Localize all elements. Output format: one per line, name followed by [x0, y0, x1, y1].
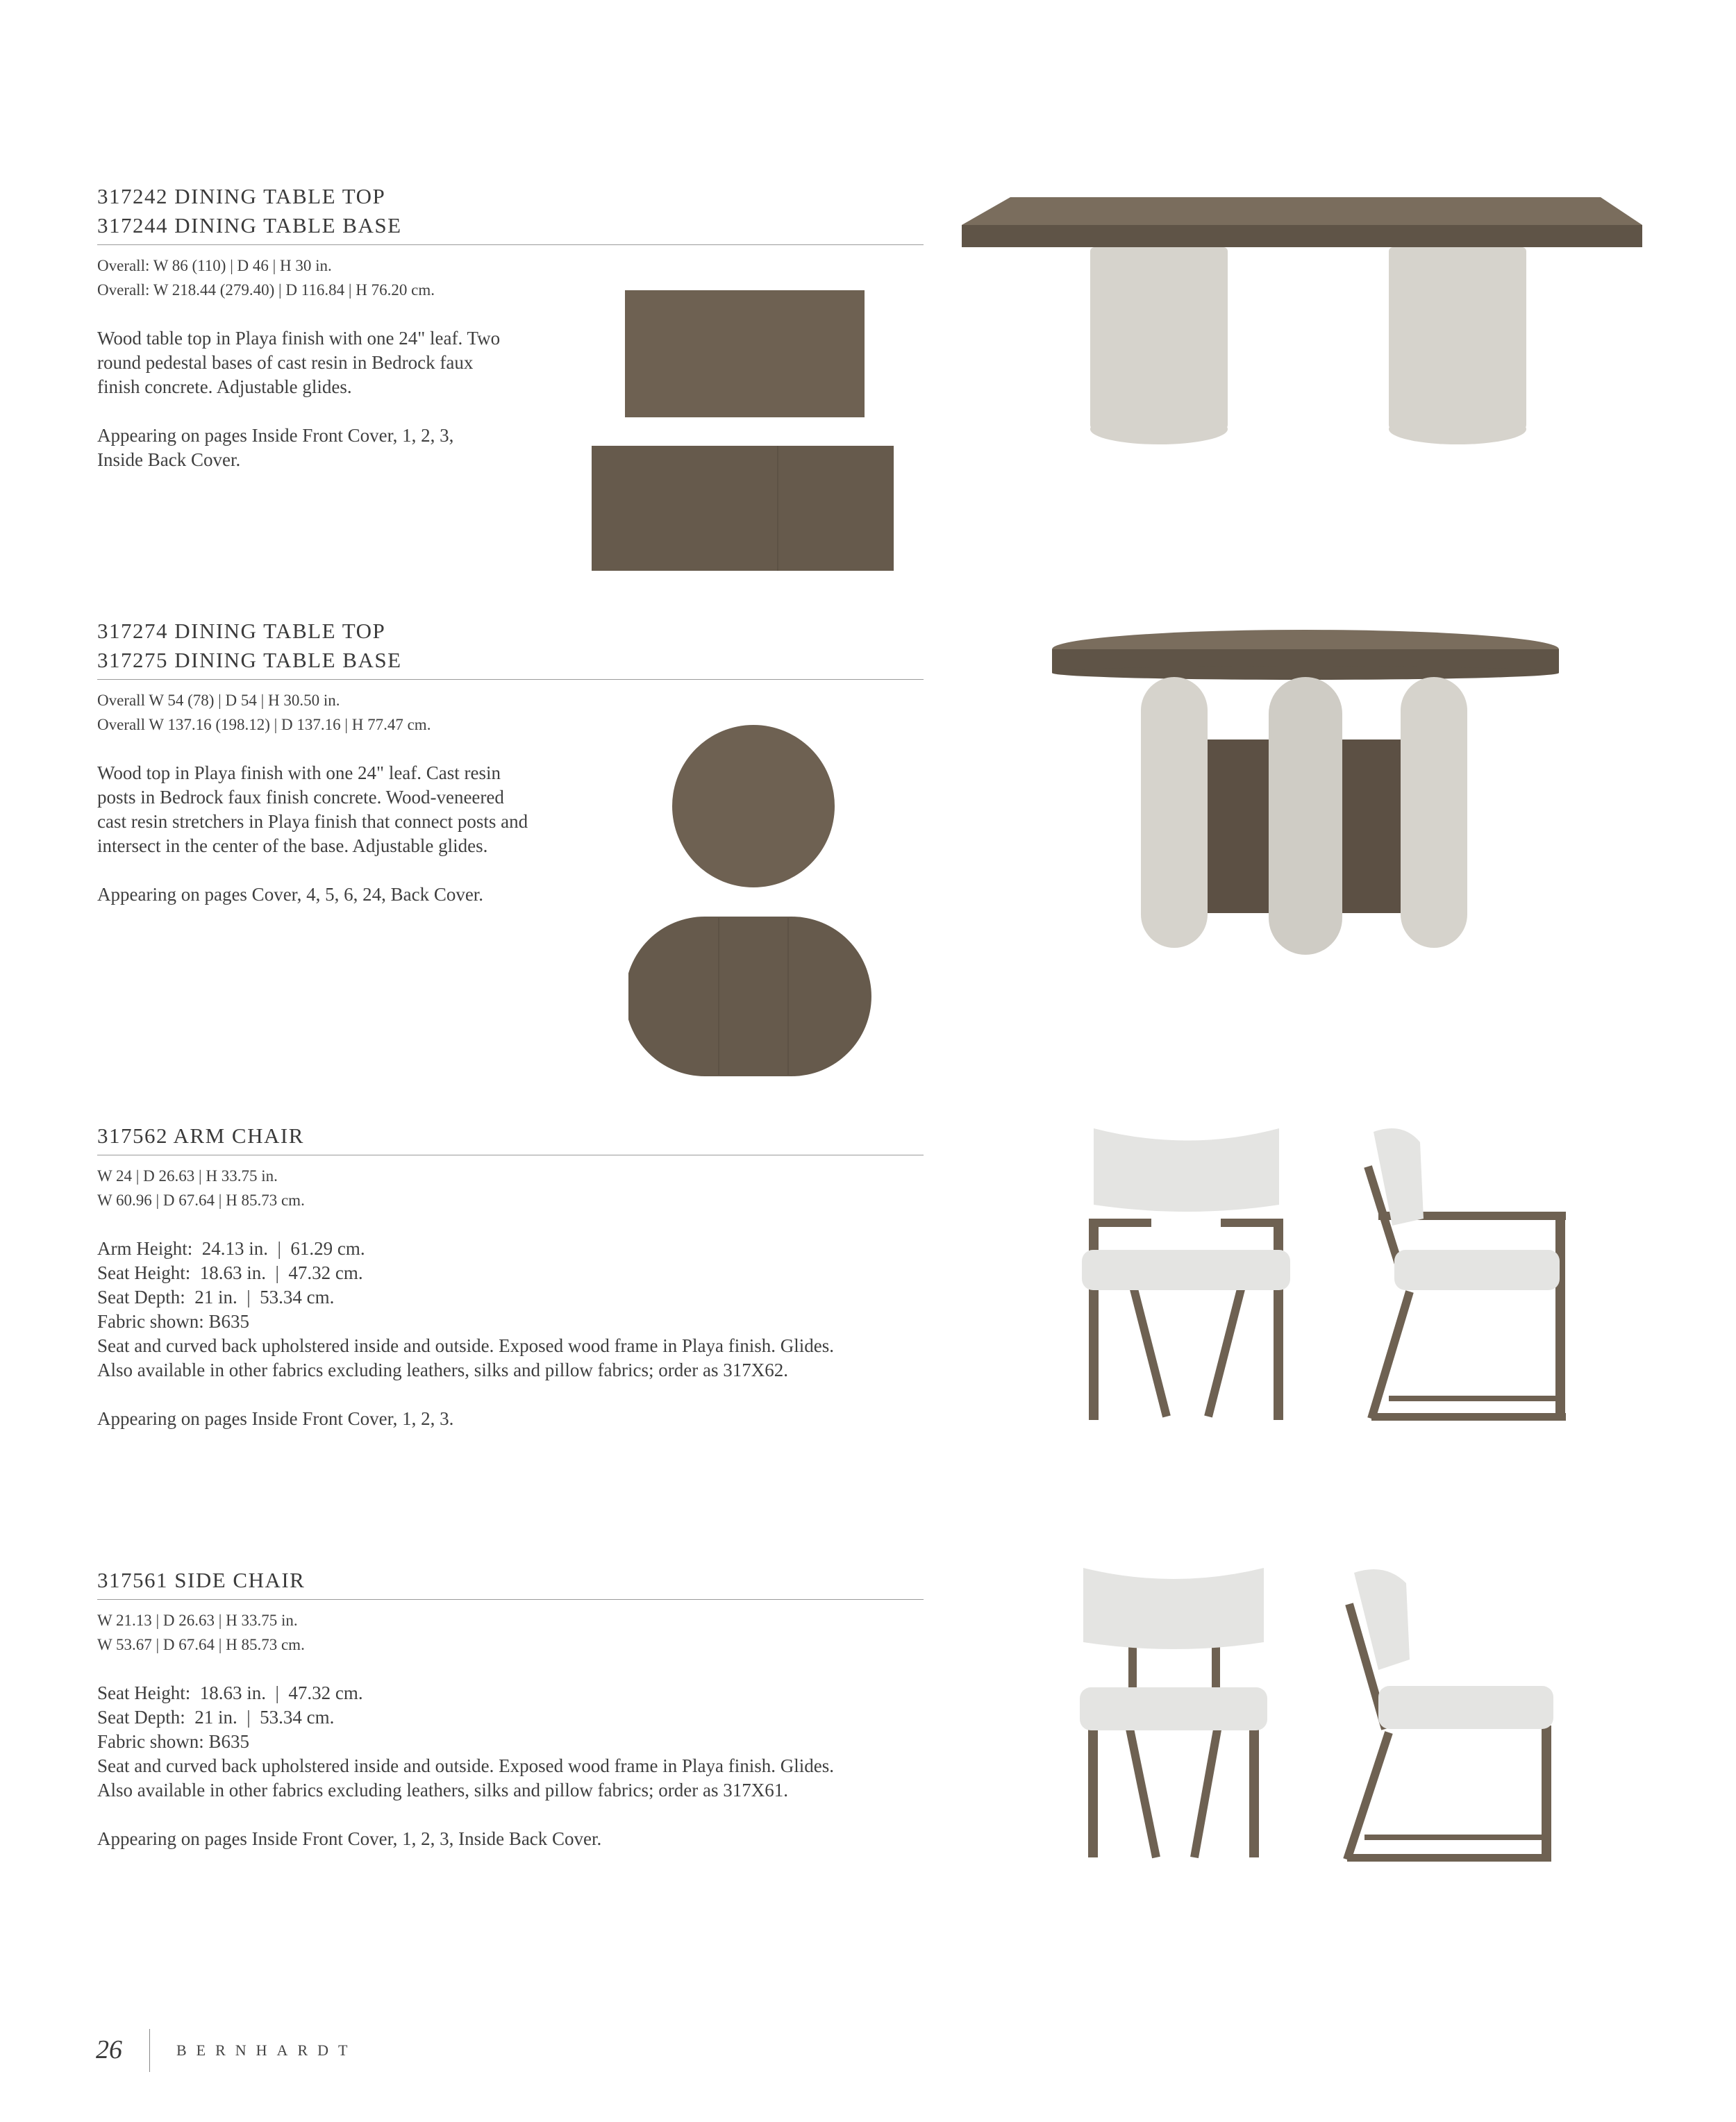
dimensions: [97, 1164, 924, 1212]
chair-back-cushion: [1094, 1128, 1279, 1212]
dimensions-cm: W 53.67 | D 67.64 | H 85.73 cm.: [97, 1636, 305, 1653]
chair-leg: [1555, 1212, 1565, 1420]
dimensions-in: Overall: W 86 (110) | D 46 | H 30 in.: [97, 257, 332, 274]
chair-runner: [1132, 1281, 1167, 1417]
appearing-line: Inside Back Cover.: [97, 449, 241, 470]
title-line: 317242 DINING TABLE TOP: [97, 184, 386, 208]
chair-stretcher: [1364, 1835, 1546, 1840]
description-line: Wood table top in Playa finish with one 24" leaf. Two: [97, 328, 501, 349]
post-left: [1141, 677, 1208, 948]
description-line: Seat Height: 18.63 in. | 47.32 cm.: [97, 1262, 363, 1283]
product-section-317562: [97, 1121, 924, 1431]
dimensions-in: W 21.13 | D 26.63 | H 33.75 in.: [97, 1612, 298, 1629]
table-top-plan-views: [583, 285, 917, 576]
side-chair-images: [1073, 1562, 1559, 1868]
side-chair-side-view: [1347, 1569, 1553, 1862]
description-line: Also available in other fabrics excluding leathers, silks and pillow fabrics; order as 317X61.: [97, 1780, 788, 1801]
description: [97, 1681, 924, 1803]
appearing-pages: [97, 1407, 924, 1431]
round-top-extended-plan: [628, 917, 871, 1076]
dimensions: [97, 1608, 924, 1657]
page-number: 26: [96, 2035, 122, 2064]
description: [97, 1237, 924, 1382]
chair-leg: [1089, 1219, 1099, 1420]
product-title: [97, 1121, 924, 1151]
description-line: round pedestal bases of cast resin in Bedrock faux: [97, 352, 474, 373]
dimensions-in: Overall W 54 (78) | D 54 | H 30.50 in.: [97, 692, 340, 709]
arm-chair-images: [1062, 1121, 1590, 1427]
product-title: [97, 1566, 924, 1595]
chair-seat-cushion: [1082, 1250, 1290, 1290]
brand-wordmark: BERNHARDT: [176, 2041, 358, 2059]
round-dining-table-image: [1052, 628, 1559, 955]
description-line: posts in Bedrock faux finish concrete. Wood-veneered: [97, 787, 504, 808]
dimensions-cm: Overall: W 218.44 (279.40) | D 116.84 | H 76.20 cm.: [97, 281, 435, 299]
chair-back-cushion: [1083, 1568, 1264, 1649]
divider: [97, 1599, 924, 1600]
footer-divider: [149, 2029, 150, 2072]
chair-runner: [1347, 1732, 1389, 1860]
chair-seat-cushion: [1080, 1687, 1267, 1730]
description-line: Also available in other fabrics excluding leathers, silks and pillow fabrics; order as 317X62.: [97, 1360, 788, 1380]
chair-leg: [1249, 1729, 1259, 1857]
description-line: Seat Depth: 21 in. | 53.34 cm.: [97, 1287, 335, 1308]
chair-runner-base: [1347, 1854, 1551, 1862]
chair-seat-cushion: [1378, 1686, 1553, 1729]
appearing-line: Appearing on pages Inside Front Cover, 1, 2, 3, Inside Back Cover.: [97, 1828, 602, 1849]
tabletop-edge: [962, 225, 1642, 247]
description-line: Seat and curved back upholstered inside and outside. Exposed wood frame in Playa finish. Glides.: [97, 1755, 835, 1776]
round-top-plan: [672, 725, 835, 887]
description-line: cast resin stretchers in Playa finish that connect posts and: [97, 811, 528, 832]
chair-arm: [1089, 1219, 1151, 1227]
product-section-317561: [97, 1566, 924, 1851]
description-line: intersect in the center of the base. Adjustable glides.: [97, 835, 488, 856]
chair-runner: [1194, 1722, 1219, 1857]
dimensions-cm: W 60.96 | D 67.64 | H 85.73 cm.: [97, 1192, 305, 1209]
dimensions-cm: Overall W 137.16 (198.12) | D 137.16 | H 77.47 cm.: [97, 716, 431, 733]
table-top-plan: [625, 290, 865, 417]
chair-runner-base: [1371, 1413, 1566, 1421]
pedestal-right-base: [1389, 414, 1526, 444]
post-center: [1269, 677, 1342, 955]
side-chair-front-view: [1080, 1568, 1267, 1857]
post-right: [1401, 677, 1467, 948]
rect-dining-table-image: [962, 194, 1649, 451]
title-line: 317275 DINING TABLE BASE: [97, 648, 402, 672]
arm-chair-side-view: [1368, 1128, 1566, 1421]
description-line: Wood top in Playa finish with one 24" leaf. Cast resin: [97, 762, 501, 783]
chair-leg: [1088, 1729, 1098, 1857]
chair-runner: [1208, 1281, 1243, 1417]
pedestal-left: [1090, 247, 1228, 429]
description-line: Seat Height: 18.63 in. | 47.32 cm.: [97, 1682, 363, 1703]
appearing-pages: [97, 1827, 924, 1851]
round-top-plan-views: [628, 719, 871, 1080]
pedestal-right: [1389, 247, 1526, 429]
chair-runner: [1128, 1722, 1156, 1857]
chair-arm: [1221, 1219, 1283, 1227]
description-line: Fabric shown: B635: [97, 1731, 249, 1752]
tabletop-surface: [962, 197, 1642, 225]
chair-leg: [1274, 1219, 1283, 1420]
product-title: [97, 182, 924, 240]
description-line: Seat Depth: 21 in. | 53.34 cm.: [97, 1707, 335, 1728]
title-line: 317561 SIDE CHAIR: [97, 1568, 306, 1592]
appearing-line: Appearing on pages Inside Front Cover, 1, 2, 3.: [97, 1408, 454, 1429]
description-line: finish concrete. Adjustable glides.: [97, 376, 352, 397]
divider: [97, 679, 924, 680]
table-top-extended-plan: [592, 446, 894, 571]
description-line: Seat and curved back upholstered inside and outside. Exposed wood frame in Playa finish. Glides.: [97, 1335, 835, 1356]
arm-chair-front-view: [1082, 1128, 1290, 1420]
title-line: 317244 DINING TABLE BASE: [97, 213, 402, 237]
description-line: Arm Height: 24.13 in. | 61.29 cm.: [97, 1238, 365, 1259]
title-line: 317562 ARM CHAIR: [97, 1123, 304, 1148]
chair-seat-cushion: [1394, 1250, 1560, 1290]
appearing-line: Appearing on pages Inside Front Cover, 1, 2, 3,: [97, 425, 454, 446]
pedestal-left-base: [1090, 414, 1228, 444]
title-line: 317274 DINING TABLE TOP: [97, 619, 386, 643]
divider: [97, 244, 924, 245]
dimensions-in: W 24 | D 26.63 | H 33.75 in.: [97, 1167, 278, 1185]
product-title: [97, 617, 924, 675]
description-line: Fabric shown: B635: [97, 1311, 249, 1332]
chair-stretcher: [1389, 1396, 1555, 1401]
appearing-line: Appearing on pages Cover, 4, 5, 6, 24, Back Cover.: [97, 884, 484, 905]
